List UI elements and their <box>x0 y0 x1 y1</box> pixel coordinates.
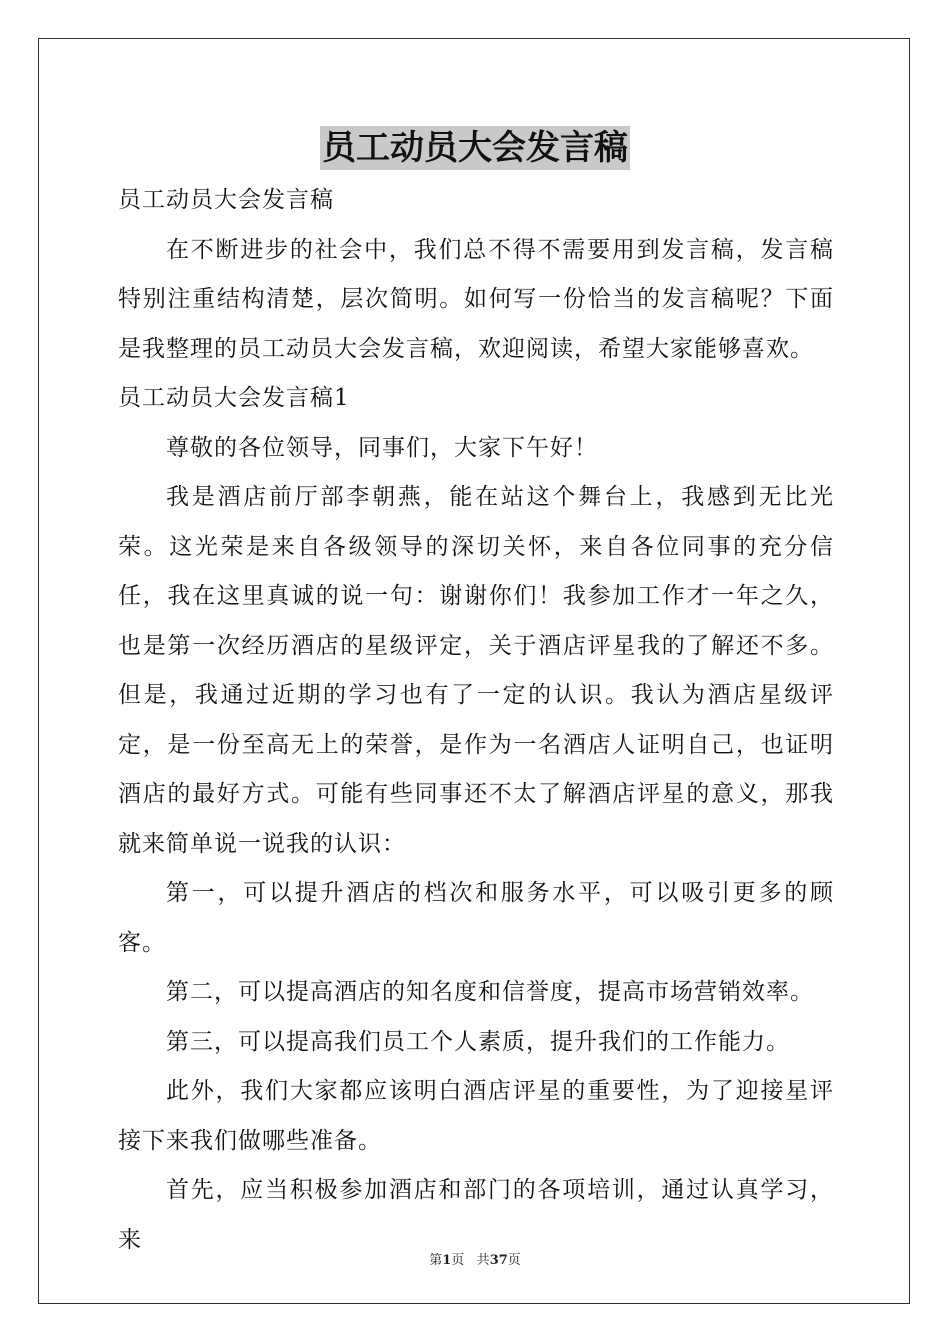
document-body <box>118 176 834 1265</box>
intro-paragraph: 在不断进步的社会中，我们总不得不需要用到发言稿，发言稿特别注重结构清楚，层次简明。如何写一份恰当的发言稿呢？下面是我整理的员工动员大会发言稿，欢迎阅读，希望大家能够喜欢。 <box>118 236 834 362</box>
paragraph-point-2: 第二，可以提高酒店的知名度和信誉度，提高市场营销效率。 <box>166 979 814 1005</box>
section-heading: 员工动员大会发言稿1 <box>118 385 350 411</box>
paragraph-main: 我是酒店前厅部李朝燕，能在站这个舞台上，我感到无比光荣。这光荣是来自各级领导的深切关怀，来自各位同事的充分信任，我在这里真诚的说一句：谢谢你们！我参加工作才一年之久，也是第一次经历酒店的星级评定，关于酒店评星我的了解还不多。但是，我通过近期的学习也有了一定的认识。我认为酒店星级评定，是一份至高无上的荣誉，是作为一名酒店人证明自己，也证明酒店的最好方式。可能有些同事还不太了解酒店评星的意义，那我就来简单说一说我的认识： <box>118 484 834 857</box>
footer-page-prefix: 第 <box>429 1253 443 1268</box>
footer-total-pages: 37 <box>489 1253 508 1268</box>
paragraph-point-3: 第三，可以提高我们员工个人素质，提升我们的工作能力。 <box>166 1028 790 1055</box>
page-footer <box>0 1249 950 1268</box>
footer-page-suffix: 页 <box>451 1253 465 1268</box>
paragraph-point-1: 第一，可以提升酒店的档次和服务水平，可以吸引更多的顾客。 <box>118 880 834 956</box>
footer-page-number: 1 <box>442 1253 452 1268</box>
paragraph-preparation: 此外，我们大家都应该明白酒店评星的重要性，为了迎接星评接下来我们做哪些准备。 <box>118 1078 834 1154</box>
document-title: 员工动员大会发言稿 <box>322 128 628 168</box>
subtitle: 员工动员大会发言稿 <box>118 187 334 213</box>
footer-total-prefix: 共 <box>476 1253 490 1268</box>
title-wrap <box>0 126 950 170</box>
paragraph-first: 首先，应当积极参加酒店和部门的各项培训，通过认真学习，来 <box>118 1177 834 1253</box>
paragraph-greeting: 尊敬的各位领导，同事们，大家下午好！ <box>166 434 598 461</box>
footer-total-suffix: 页 <box>507 1253 521 1268</box>
